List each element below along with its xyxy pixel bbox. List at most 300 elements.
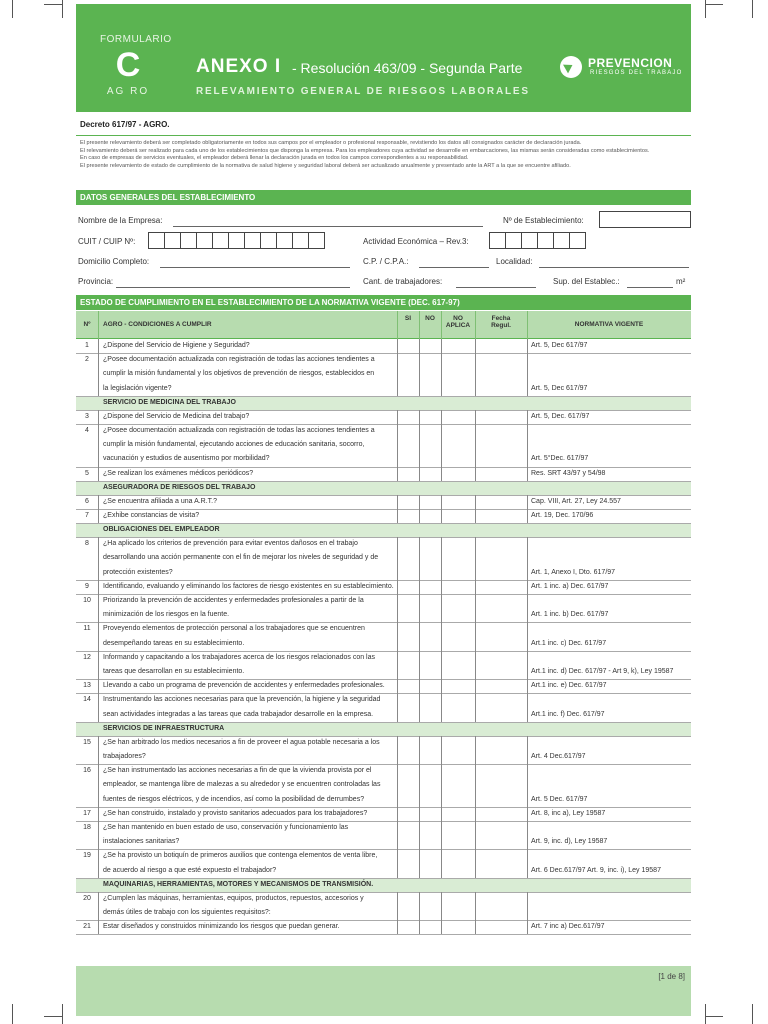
provincia-field[interactable] — [116, 287, 350, 288]
column-divider — [419, 410, 420, 424]
fecha-cell[interactable] — [475, 424, 527, 467]
column-divider — [527, 594, 528, 622]
row-normativa: Art. 8, inc a), Ley 19587 — [531, 809, 606, 817]
si-cell[interactable] — [397, 821, 419, 849]
row-number: 1 — [85, 342, 89, 349]
table-row — [76, 509, 691, 523]
page-footer — [76, 966, 691, 1016]
row-divider — [76, 523, 691, 524]
row-condition — [103, 821, 397, 849]
n-establecimiento-field[interactable] — [599, 211, 691, 228]
logo-subtitle: RIESGOS DEL TRABAJO — [590, 70, 683, 76]
col-si-header: SI — [404, 315, 412, 322]
column-divider — [527, 849, 528, 877]
column-divider — [441, 509, 442, 523]
crop-mark — [44, 1016, 62, 1017]
row-condition-line: ¿Se ha provisto un botiquín de primeros auxilios que contenga elementos de venta libre, — [103, 852, 378, 860]
column-divider — [397, 424, 398, 467]
column-divider — [527, 467, 528, 481]
column-divider — [419, 353, 420, 396]
column-divider — [98, 736, 99, 764]
fecha-cell[interactable] — [475, 594, 527, 622]
column-divider — [441, 622, 442, 650]
si-cell[interactable] — [397, 679, 419, 693]
column-divider — [419, 807, 420, 821]
column-divider — [397, 594, 398, 622]
si-cell[interactable] — [397, 339, 419, 353]
row-condition-line: ¿Se han construido, instalado y provisto sanitarios adecuados para los trabajadores? — [103, 809, 368, 817]
row-divider — [76, 679, 691, 680]
si-cell[interactable] — [397, 764, 419, 807]
table-row — [76, 353, 691, 396]
col-n-header: Nº — [83, 321, 91, 328]
no-aplica-cell[interactable] — [441, 892, 475, 920]
fecha-cell[interactable] — [475, 920, 527, 934]
table-row — [76, 594, 691, 622]
form-sector: AG RO — [106, 86, 150, 97]
row-divider — [76, 892, 691, 893]
no-aplica-cell[interactable] — [441, 807, 475, 821]
column-divider — [397, 821, 398, 849]
cuit-label: CUIT / CUIP Nº: — [78, 237, 136, 246]
column-divider — [441, 467, 442, 481]
table-row — [76, 821, 691, 849]
column-divider — [397, 679, 398, 693]
row-condition — [103, 679, 397, 693]
row-condition-line: Identificando, evaluando y eliminando los factores de riesgo existentes en su establecimiento. — [103, 582, 394, 590]
column-divider — [419, 764, 420, 807]
row-condition-line: ¿Se han arbitrado los medios necesarios a fin de proveer el agua potable necesaria a los — [103, 738, 380, 746]
column-divider — [441, 651, 442, 679]
column-divider — [419, 580, 420, 594]
crop-mark — [705, 4, 723, 5]
column-divider — [397, 339, 398, 353]
no-aplica-cell[interactable] — [441, 693, 475, 721]
column-divider — [475, 764, 476, 807]
si-cell[interactable] — [397, 509, 419, 523]
column-divider — [527, 424, 528, 467]
column-divider — [527, 821, 528, 849]
localidad-label: Localidad: — [496, 257, 533, 266]
col-normativa-header: NORMATIVA VIGENTE — [574, 321, 644, 328]
column-divider — [98, 424, 99, 467]
column-divider — [441, 892, 442, 920]
no-aplica-cell[interactable] — [441, 424, 475, 467]
column-divider — [397, 537, 398, 580]
section-row — [76, 878, 691, 892]
si-cell[interactable] — [397, 807, 419, 821]
column-divider — [397, 651, 398, 679]
row-number: 5 — [85, 469, 89, 477]
no-aplica-cell[interactable] — [441, 920, 475, 934]
intro-paragraph: El presente relevamiento deberá ser completado obligatoriamente en todos sus campos por el empleador o profesional responsable, revistiendo los datos allí consignados carácter de declaración jurada. — [80, 140, 582, 146]
si-cell[interactable] — [397, 736, 419, 764]
no-cell[interactable] — [419, 594, 441, 622]
column-divider — [397, 495, 398, 509]
no-cell[interactable] — [419, 509, 441, 523]
table-row — [76, 764, 691, 807]
row-normativa: Art. 9, inc. d), Ley 19587 — [531, 838, 608, 846]
row-condition-line: Estar diseñados y construidos minimizando los riesgos que puedan generar. — [103, 923, 340, 931]
section-datos-generales: DATOS GENERALES DEL ESTABLECIMIENTO — [76, 190, 691, 205]
row-condition — [103, 651, 397, 679]
actividad-boxes[interactable] — [489, 232, 585, 249]
table-row — [76, 424, 691, 467]
no-cell[interactable] — [419, 410, 441, 424]
no-aplica-cell[interactable] — [441, 594, 475, 622]
fecha-cell[interactable] — [475, 495, 527, 509]
section-row-label: SERVICIO DE MEDICINA DEL TRABAJO — [103, 398, 236, 406]
cant-trabajadores-field[interactable] — [456, 287, 536, 288]
row-number: 19 — [83, 852, 91, 860]
row-number: 15 — [83, 738, 91, 746]
cp-field[interactable] — [419, 267, 489, 268]
row-divider — [76, 481, 691, 482]
row-number: 6 — [85, 497, 89, 505]
table-row — [76, 679, 691, 693]
col-fecha-header: Fecha Regul. — [491, 315, 511, 329]
section-row — [76, 523, 691, 537]
column-divider — [441, 580, 442, 594]
column-divider — [527, 693, 528, 721]
column-divider — [98, 693, 99, 721]
column-divider — [475, 424, 476, 467]
column-divider — [419, 311, 420, 339]
column-divider — [397, 410, 398, 424]
no-cell[interactable] — [419, 849, 441, 877]
row-divider — [76, 807, 691, 808]
row-number: 20 — [83, 894, 91, 902]
column-divider — [397, 509, 398, 523]
row-normativa: Art. 1 inc. b) Dec. 617/97 — [531, 611, 609, 619]
column-divider — [475, 495, 476, 509]
crop-mark — [705, 1004, 706, 1024]
row-normativa: Art. 5°Dec. 617/97 — [531, 455, 589, 463]
row-divider — [76, 537, 691, 538]
row-condition — [103, 807, 397, 821]
table-row — [76, 467, 691, 481]
row-condition-line: ¿Dispone del Servicio de Medicina del trabajo? — [103, 412, 250, 420]
fecha-cell[interactable] — [475, 821, 527, 849]
column-divider — [475, 594, 476, 622]
column-divider — [441, 693, 442, 721]
no-cell[interactable] — [419, 892, 441, 920]
row-condition-line: instalaciones sanitarias? — [103, 838, 180, 846]
no-aplica-cell[interactable] — [441, 764, 475, 807]
row-condition-line: la legislación vigente? — [103, 384, 172, 392]
no-cell[interactable] — [419, 920, 441, 934]
no-cell[interactable] — [419, 424, 441, 467]
fecha-cell[interactable] — [475, 807, 527, 821]
table-row — [76, 537, 691, 580]
domicilio-field[interactable] — [160, 267, 350, 268]
column-divider — [397, 920, 398, 934]
no-aplica-cell[interactable] — [441, 495, 475, 509]
column-divider — [397, 622, 398, 650]
si-cell[interactable] — [397, 537, 419, 580]
page-number: [1 de 8] — [658, 972, 685, 981]
no-aplica-cell[interactable] — [441, 821, 475, 849]
no-cell[interactable] — [419, 580, 441, 594]
row-condition — [103, 892, 397, 920]
column-divider — [98, 920, 99, 934]
row-normativa: Cap. VIII, Art. 27, Ley 24.557 — [531, 497, 621, 505]
no-aplica-cell[interactable] — [441, 736, 475, 764]
column-divider — [98, 537, 99, 580]
section-row-label: SERVICIOS DE INFRAESTRUCTURA — [103, 724, 225, 732]
fecha-cell[interactable] — [475, 580, 527, 594]
no-cell[interactable] — [419, 679, 441, 693]
no-aplica-cell[interactable] — [441, 339, 475, 353]
column-divider — [441, 679, 442, 693]
column-divider — [441, 764, 442, 807]
fecha-cell[interactable] — [475, 736, 527, 764]
row-normativa: Art. 19, Dec. 170/96 — [531, 512, 594, 519]
row-normativa: Art. 1 inc. a) Dec. 617/97 — [531, 582, 609, 590]
fecha-cell[interactable] — [475, 410, 527, 424]
column-divider — [527, 920, 528, 934]
section-row — [76, 396, 691, 410]
column-divider — [419, 622, 420, 650]
no-cell[interactable] — [419, 651, 441, 679]
no-aplica-cell[interactable] — [441, 679, 475, 693]
column-divider — [419, 537, 420, 580]
fecha-cell[interactable] — [475, 849, 527, 877]
row-divider — [76, 396, 691, 397]
row-condition-line: ¿Cumplen las máquinas, herramientas, equipos, productos, repuestos, accesorios y — [103, 894, 364, 902]
row-condition — [103, 353, 397, 396]
no-cell[interactable] — [419, 622, 441, 650]
row-condition — [103, 467, 397, 481]
column-divider — [98, 622, 99, 650]
row-condition — [103, 920, 397, 934]
column-divider — [527, 651, 528, 679]
decreto-label: Decreto 617/97 - AGRO. — [80, 120, 170, 129]
column-divider — [527, 495, 528, 509]
column-divider — [475, 311, 476, 339]
row-number: 10 — [83, 597, 91, 604]
row-divider — [76, 509, 691, 510]
row-condition-line: ¿Dispone del Servicio de Higiene y Seguridad? — [103, 342, 250, 349]
row-divider — [76, 467, 691, 468]
si-cell[interactable] — [397, 622, 419, 650]
si-cell[interactable] — [397, 353, 419, 396]
no-aplica-cell[interactable] — [441, 410, 475, 424]
column-divider — [98, 679, 99, 693]
fecha-cell[interactable] — [475, 339, 527, 353]
row-condition-line: ¿Se encuentra afiliada a una A.R.T.? — [103, 497, 218, 505]
row-divider — [76, 722, 691, 723]
crop-mark — [12, 0, 13, 18]
resolucion-title: - Resolución 463/09 - Segunda Parte — [292, 60, 523, 76]
si-cell[interactable] — [397, 424, 419, 467]
crop-mark — [44, 4, 62, 5]
table-row — [76, 892, 691, 920]
sup-establec-field[interactable] — [627, 287, 673, 288]
row-normativa: Art.1 inc. f) Dec. 617/97 — [531, 710, 605, 718]
column-divider — [419, 509, 420, 523]
fecha-cell[interactable] — [475, 353, 527, 396]
row-divider — [76, 495, 691, 496]
sup-establec-label: Sup. del Establec.: — [553, 277, 620, 286]
column-divider — [441, 495, 442, 509]
localidad-field[interactable] — [539, 267, 689, 268]
no-aplica-cell[interactable] — [441, 509, 475, 523]
no-cell[interactable] — [419, 537, 441, 580]
row-divider — [76, 821, 691, 822]
column-divider — [419, 736, 420, 764]
no-cell[interactable] — [419, 807, 441, 821]
si-cell[interactable] — [397, 920, 419, 934]
intro-paragraph: El presente relevamiento de estado de cumplimiento de la normativa de salud higiene y seguridad laboral deberá ser actualizado anualmente y presentado ante la ART a la que se encuentre afiliado. — [80, 162, 571, 169]
fecha-cell[interactable] — [475, 467, 527, 481]
m2-unit: m² — [676, 277, 686, 286]
column-divider — [397, 580, 398, 594]
column-divider — [527, 353, 528, 396]
row-condition-line: desempeñando tareas en su establecimiento. — [103, 639, 245, 647]
row-condition-line: Priorizando la prevención de accidentes y enfermedades profesionales a partir de la — [103, 597, 364, 604]
fecha-cell[interactable] — [475, 622, 527, 650]
column-divider — [441, 821, 442, 849]
row-divider — [76, 353, 691, 354]
cant-trabajadores-label: Cant. de trabajadores: — [363, 277, 443, 286]
column-divider — [527, 509, 528, 523]
row-normativa: Art. 1, Anexo I, Dto. 617/97 — [531, 568, 616, 576]
table-row — [76, 580, 691, 594]
fecha-cell[interactable] — [475, 537, 527, 580]
form-letter: C — [115, 46, 141, 84]
row-condition — [103, 736, 397, 764]
fecha-cell[interactable] — [475, 651, 527, 679]
form-label: FORMULARIO — [100, 34, 172, 45]
column-divider — [419, 339, 420, 353]
row-divider — [76, 934, 691, 935]
no-aplica-cell[interactable] — [441, 467, 475, 481]
no-cell[interactable] — [419, 353, 441, 396]
row-number: 4 — [85, 427, 89, 434]
row-number: 13 — [83, 682, 91, 690]
form-header — [76, 4, 691, 112]
table-row — [76, 920, 691, 934]
row-number: 18 — [83, 824, 91, 831]
column-divider — [475, 509, 476, 523]
row-condition-line: fuentes de riesgos eléctricos, y de incendios, así como la posibilidad de derrumbes? — [103, 795, 365, 803]
nombre-empresa-label: Nombre de la Empresa: — [78, 216, 163, 225]
si-cell[interactable] — [397, 495, 419, 509]
no-aplica-cell[interactable] — [441, 353, 475, 396]
row-condition — [103, 580, 397, 594]
column-divider — [397, 693, 398, 721]
no-cell[interactable] — [419, 764, 441, 807]
row-normativa: Art. 6 Dec.617/97 Art. 9, inc. i), Ley 19587 — [531, 866, 661, 874]
column-divider — [475, 537, 476, 580]
column-divider — [98, 495, 99, 509]
row-condition-line: Informando y capacitando a los trabajadores acerca de los riesgos relacionados con las — [103, 653, 375, 661]
si-cell[interactable] — [397, 410, 419, 424]
row-condition-line: ¿Se han mantenido en buen estado de uso, conservación y funcionamiento las — [103, 824, 349, 831]
fecha-cell[interactable] — [475, 693, 527, 721]
intro-text — [80, 140, 690, 170]
row-normativa: Art. 5, Dec. 617/97 — [531, 412, 590, 420]
row-number: 17 — [83, 809, 91, 817]
row-divider — [76, 580, 691, 581]
si-cell[interactable] — [397, 892, 419, 920]
row-number: 12 — [83, 653, 91, 661]
si-cell[interactable] — [397, 849, 419, 877]
si-cell[interactable] — [397, 580, 419, 594]
no-cell[interactable] — [419, 821, 441, 849]
si-cell[interactable] — [397, 467, 419, 481]
row-normativa: Art.1 inc. c) Dec. 617/97 — [531, 639, 607, 647]
no-aplica-cell[interactable] — [441, 849, 475, 877]
fecha-cell[interactable] — [475, 509, 527, 523]
no-aplica-cell[interactable] — [441, 651, 475, 679]
fecha-cell[interactable] — [475, 679, 527, 693]
column-divider — [419, 821, 420, 849]
table-header — [76, 311, 691, 339]
crop-mark — [752, 1004, 753, 1024]
column-divider — [527, 311, 528, 339]
table-row — [76, 410, 691, 424]
row-condition-line: ¿Se realizan los exámenes médicos periódicos? — [103, 469, 254, 477]
crop-mark — [62, 1004, 63, 1024]
si-cell[interactable] — [397, 693, 419, 721]
row-normativa: Art. 5, Dec 617/97 — [531, 384, 588, 392]
no-aplica-cell[interactable] — [441, 622, 475, 650]
no-cell[interactable] — [419, 495, 441, 509]
no-aplica-cell[interactable] — [441, 537, 475, 580]
row-number: 9 — [85, 582, 89, 590]
no-aplica-cell[interactable] — [441, 580, 475, 594]
nombre-empresa-field[interactable] — [173, 226, 483, 227]
column-divider — [527, 410, 528, 424]
column-divider — [441, 353, 442, 396]
column-divider — [441, 736, 442, 764]
column-divider — [397, 736, 398, 764]
fecha-cell[interactable] — [475, 764, 527, 807]
no-cell[interactable] — [419, 693, 441, 721]
column-divider — [527, 764, 528, 807]
fecha-cell[interactable] — [475, 892, 527, 920]
row-divider — [76, 878, 691, 879]
si-cell[interactable] — [397, 651, 419, 679]
row-normativa: Art. 7 inc a) Dec.617/97 — [531, 923, 605, 931]
row-condition — [103, 594, 397, 622]
column-divider — [527, 580, 528, 594]
row-divider — [76, 764, 691, 765]
column-divider — [98, 821, 99, 849]
si-cell[interactable] — [397, 594, 419, 622]
crop-mark — [705, 0, 706, 18]
row-condition-line: demás útiles de trabajo con los siguientes requisitos?: — [103, 909, 271, 916]
row-condition-line: cumplir la misión fundamental, ejecutando acciones de educación sanitaria, socorro, — [103, 441, 365, 449]
row-condition — [103, 410, 397, 424]
column-divider — [527, 679, 528, 693]
crop-mark — [705, 1016, 723, 1017]
row-divider — [76, 424, 691, 425]
row-normativa: Art.1 inc. d) Dec. 617/97 - Art 9, k), Ley 19587 — [531, 667, 674, 675]
cuit-boxes[interactable] — [148, 232, 324, 249]
section-row — [76, 481, 691, 495]
table-row — [76, 807, 691, 821]
row-condition-line: minimización de los riesgos en la fuente. — [103, 611, 230, 619]
no-cell[interactable] — [419, 467, 441, 481]
column-divider — [98, 467, 99, 481]
row-condition-line: ¿Posee documentación actualizada con registración de todas las acciones tendientes a — [103, 427, 375, 434]
no-cell[interactable] — [419, 736, 441, 764]
no-cell[interactable] — [419, 339, 441, 353]
table-row — [76, 736, 691, 764]
